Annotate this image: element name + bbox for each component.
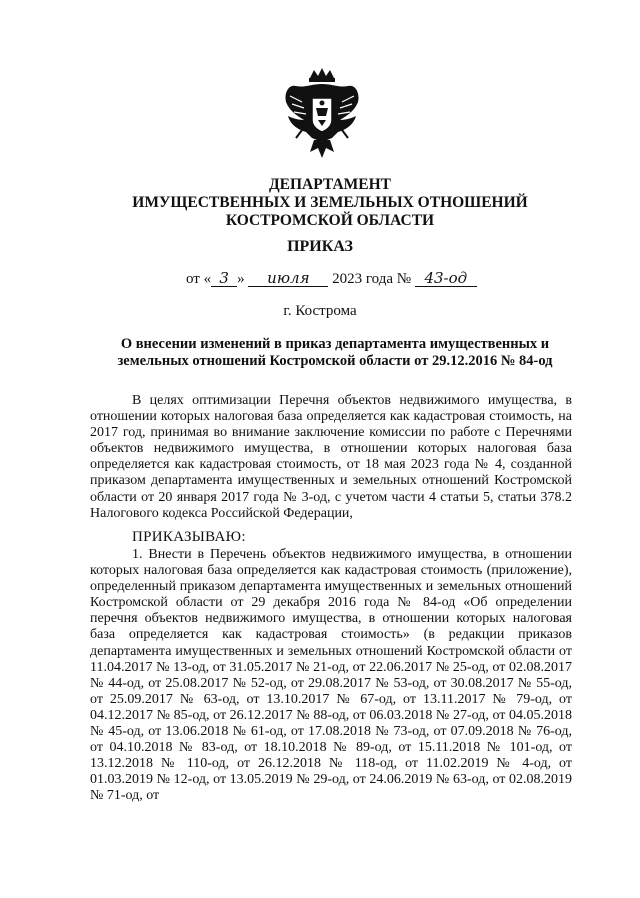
decree-word: ПРИКАЗЫВАЮ: <box>132 529 246 545</box>
coat-of-arms-emblem-icon <box>282 68 362 168</box>
preamble-paragraph <box>90 393 572 522</box>
year-text: 2023 года № <box>332 271 412 287</box>
date-number-line <box>186 270 477 288</box>
department-header <box>60 176 600 230</box>
date-prefix: от « <box>186 271 212 287</box>
clause-1-text: 1. Внести в Перечень объектов недвижимого имущества, в отношении которых налоговая база определяется как кадастровая стоимость (приложение), определенный приказом департамента имущественных и земельных отношений Костромской области от 29 декабря 2016 года № 84-од «Об определении перечня объектов недвижимого имущества, в отношении которых налоговая база определяется как кадастровая стоимость» (в редакции приказов департамента имущественных и земельных отношений Костромской области от 11.04.2017 № 13-од, от 31.05.2017 № 21-од, от 22.06.2017 № 25-од, от 02.08.2017 № 44-од, от 25.08.2017 № 52-од, от 29.08.2017 № 53-од, от 30.08.2017 № 55-од, от 25.09.2017 № 63-од, от 13.10.2017 № 67-од, от 13.11.2017 № 79-од, от 04.12.2017 № 85-од, от 26.12.2017 № 88-од, от 06.03.2018 № 27-од, от 04.05.2018 № 45-од, от 13.06.2018 № 61-од, от 17.08.2018 № 73-од, от 07.09.2018 № 76-од, от 04.10.2018 № 83-од, от 18.10.2018 № 89-од, от 15.11.2018 № 101-од, от 13.12.2018 № 110-од, от 26.12.2018 № 118-од, от 11.02.2019 № 4-од, от 01.03.2019 № 12-од, от 13.05.2019 № 29-од, от 24.06.2019 № 63-од, от 02.08.2019 № 71-од, от <box>90 547 572 804</box>
order-subject <box>100 336 570 370</box>
subject-line-2: земельных отношений Костромской области от 29.12.2016 № 84-од <box>117 353 553 369</box>
clause-1-paragraph <box>90 547 572 805</box>
header-line-3: КОСТРОМСКОЙ ОБЛАСТИ <box>225 212 435 229</box>
handwritten-month: июля <box>248 270 328 287</box>
handwritten-order-number: 43-од <box>415 270 477 287</box>
header-line-2: ИМУЩЕСТВЕННЫХ И ЗЕМЕЛЬНЫХ ОТНОШЕНИЙ <box>132 194 528 211</box>
city-name: г. Кострома <box>283 303 357 319</box>
date-mid: » <box>237 271 245 287</box>
handwritten-day: 3 <box>211 270 237 287</box>
subject-line-1: О внесении изменений в приказ департамента имущественных и <box>120 336 550 352</box>
preamble-text: В целях оптимизации Перечня объектов недвижимого имущества, в отношении которых налоговая база определяется как кадастровая стоимость, на 2017 год, принимая во внимание заключение комиссии по работе с Перечнями объектов недвижимого имущества, в отношении которых налоговая база определяется как кадастровая стоимость, от 18 мая 2023 года № 4, созданной приказом департамента имущественных и земельных отношений Костромской области от 20 января 2017 года № 3-од, с учетом части 4 статьи 5, статьи 378.2 Налогового кодекса Российской Федерации, <box>90 393 572 521</box>
header-line-1: ДЕПАРТАМЕНТ <box>268 176 392 193</box>
document-type-title: ПРИКАЗ <box>287 238 353 255</box>
